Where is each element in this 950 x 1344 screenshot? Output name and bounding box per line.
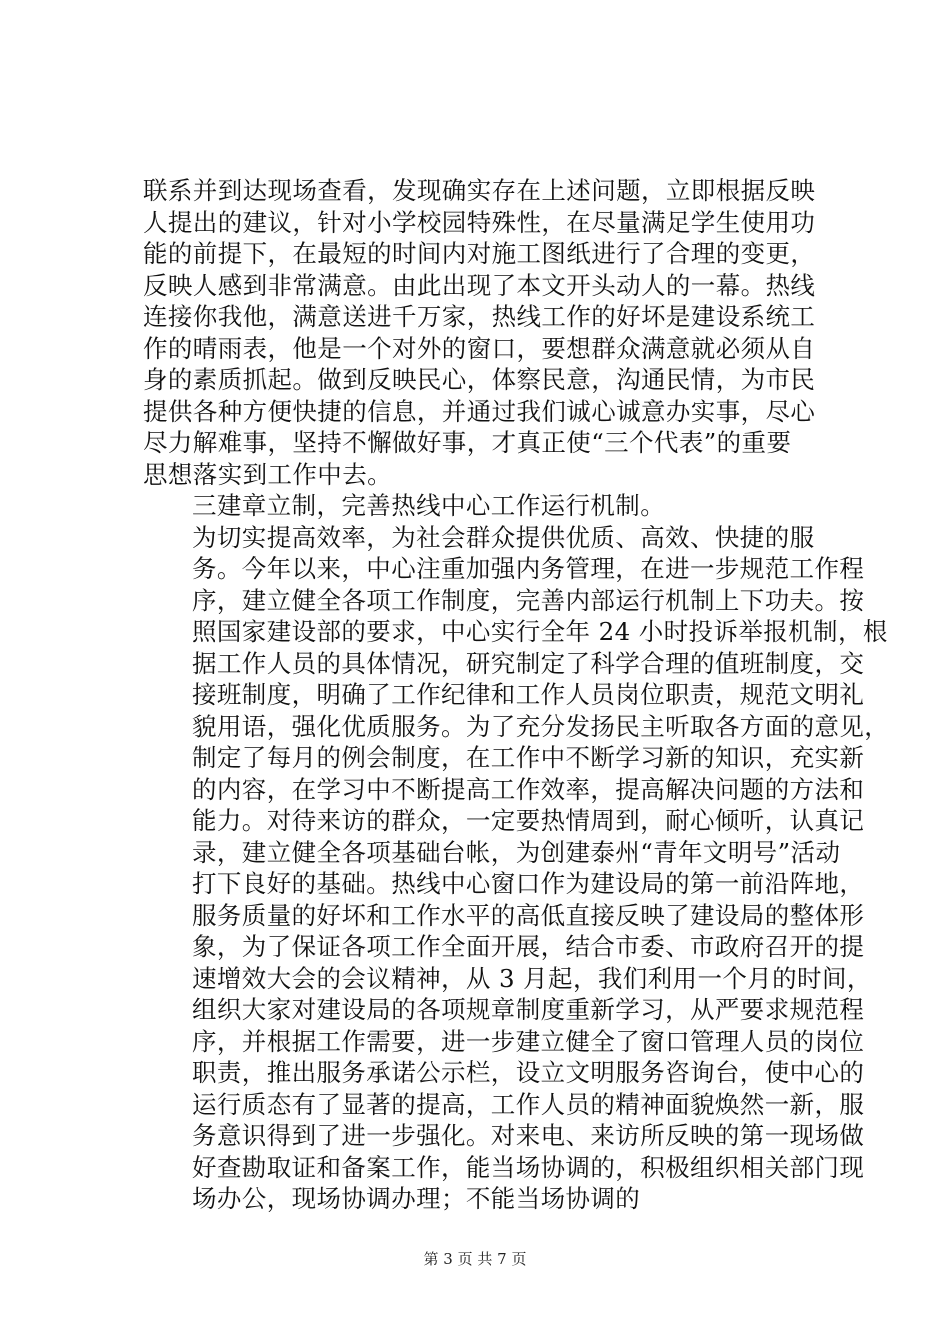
text-line: 速增效大会的会议精神，从 3 月起，我们利用一个月的时间， [192,963,872,993]
text-line: 的内容，在学习中不断提高工作效率，提高解决问题的方法和 [192,774,865,804]
text-line: 尽力解难事，坚持不懈做好事，才真正使“三个代表”的重要 [143,428,792,457]
text-line: 好查勘取证和备案工作，能当场协调的，积极组织相关部门现 [192,1152,865,1182]
text-line: 服务质量的好坏和工作水平的高低直接反映了建设局的整体形 [192,900,865,930]
text-line: 人提出的建议，针对小学校园特殊性，在尽量满足学生使用功 [143,207,816,237]
text-line: 制定了每月的例会制度，在工作中不断学习新的知识，充实新 [192,743,865,772]
text-line: 职责，推出服务承诺公示栏，设立文明服务咨询台，使中心的 [192,1058,865,1087]
text-line: 照国家建设部的要求，中心实行全年 24 小时投诉举报机制，根 [192,617,888,646]
text-line: 组织大家对建设局的各项规章制度重新学习，从严要求规范程 [192,995,865,1024]
text-line: 反映人感到非常满意。由此出现了本文开头动人的一幕。热线 [143,270,816,300]
text-line: 运行质态有了显著的提高，工作人员的精神面貌焕然一新，服 [192,1089,865,1119]
text-line: 三建章立制，完善热线中心工作运行机制。 [192,491,666,520]
text-line: 提供各种方便快捷的信息，并通过我们诚心诚意办实事，尽心 [143,396,816,426]
text-line: 场办公，现场协调办理；不能当场协调的 [192,1184,641,1213]
text-line: 务。今年以来，中心注重加强内务管理，在进一步规范工作程 [192,554,865,583]
text-line: 身的素质抓起。做到反映民心，体察民意，沟通民情，为市民 [143,365,816,394]
paragraph [143,175,848,490]
text-line: 序，建立健全各项工作制度，完善内部运行机制上下功夫。按 [192,585,865,615]
text-line: 作的晴雨表，他是一个对外的窗口，要想群众满意就必须从自 [143,333,816,363]
text-line: 连接你我他，满意送进千万家，热线工作的好坏是建设系统工 [143,302,816,331]
text-line: 象，为了保证各项工作全面开展，结合市委、市政府召开的提 [192,932,865,961]
text-line: 接班制度，明确了工作纪律和工作人员岗位职责，规范文明礼 [192,680,865,709]
text-line: 据工作人员的具体情况，研究制定了科学合理的值班制度，交 [192,648,865,678]
text-line: 打下良好的基础。热线中心窗口作为建设局的第一前沿阵地， [192,869,865,898]
text-line: 貌用语，强化优质服务。为了充分发扬民主听取各方面的意见， [192,711,890,741]
page-footer: 第 3 页 共 7 页 [423,1250,527,1268]
text-line: 能的前提下，在最短的时间内对施工图纸进行了合理的变更， [143,239,816,268]
text-line: 能力。对待来访的群众，一定要热情周到，耐心倾听，认真记 [192,806,865,835]
document-body [143,175,890,1215]
paragraph [143,522,890,1215]
text-line: 思想落实到工作中去。 [143,459,392,489]
text-line: 录，建立健全各项基础台帐，为创建泰州“青年文明号”活动 [192,837,841,867]
text-line: 务意识得到了进一步强化。对来电、来访所反映的第一现场做 [192,1121,865,1150]
text-line: 序，并根据工作需要，进一步建立健全了窗口管理人员的岗位 [192,1026,865,1056]
paragraph [143,490,848,522]
text-line: 为切实提高效率，为社会群众提供优质、高效、快捷的服 [192,522,815,552]
text-line: 联系并到达现场查看，发现确实存在上述问题，立即根据反映 [143,176,816,205]
